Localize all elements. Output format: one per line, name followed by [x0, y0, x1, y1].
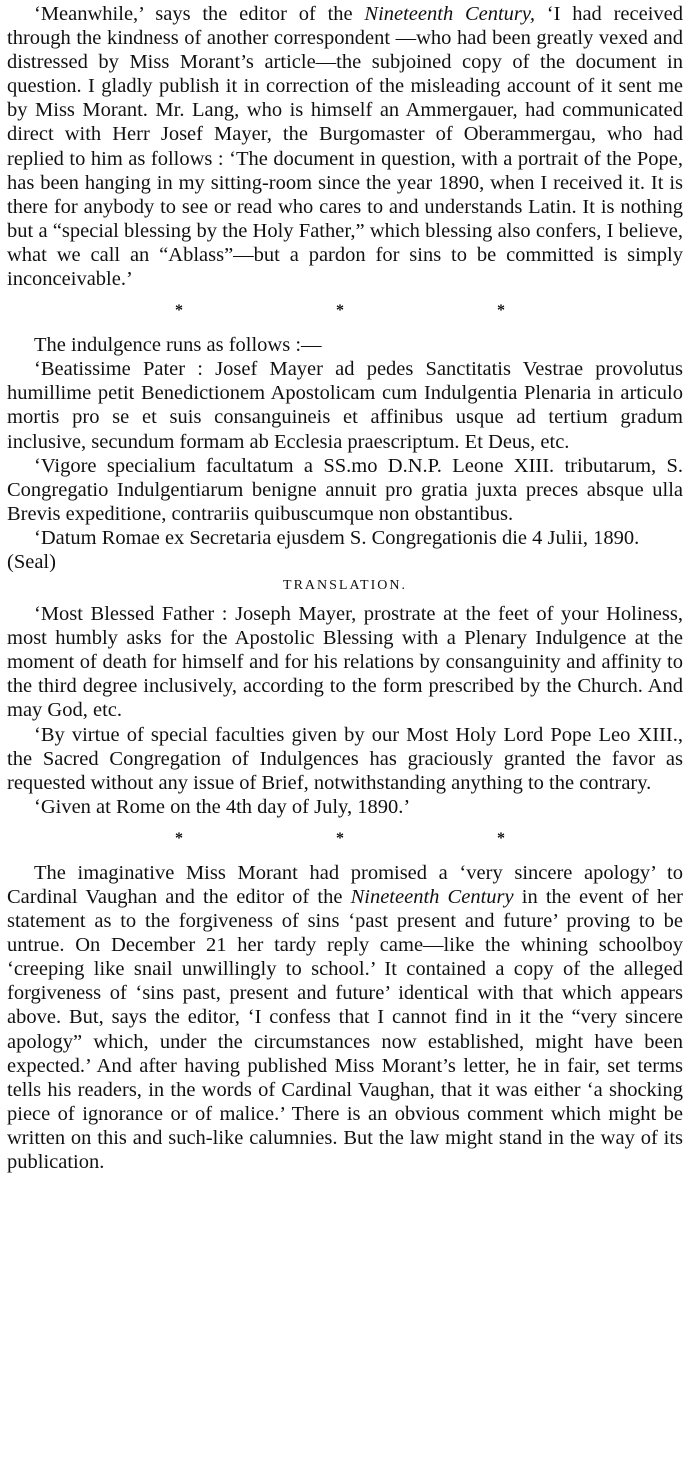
latin-grant: ‘Vigore specialium facultatum a SS.mo D.N.P. Leone XIII. tributarum, S. Congregatio Indulgentiarum benigne annuit pro gratia juxta preces absque ulla Brevis expeditione, contrariis quibuscumque non obstantibus. — [7, 454, 683, 525]
translation-date: ‘Given at Rome on the 4th day of July, 1890.’ — [34, 795, 411, 818]
separator-star: * — [175, 829, 183, 847]
seal-label: (Seal) — [7, 550, 56, 573]
section-separator — [175, 301, 505, 321]
section-separator — [175, 829, 505, 849]
translation-heading: TRANSLATION. — [283, 578, 407, 594]
paragraph-editor-quote — [7, 2, 683, 291]
separator-star: * — [497, 302, 505, 320]
paragraph-closing — [7, 861, 683, 1174]
paragraph-closing-body: in the event of her statement as to the forgiveness of sins ‘past present and future’ proving to be untrue. On December 21 her tardy reply came—like the whining schoolboy ‘creeping like snail unwillingly to school.’ It contained a copy of the alleged forgiveness of ‘sins past, present and future’ identical with that which appears above. But, says the editor, ‘I confess that I cannot find in it the “very sincere apology” which, under the circumstances now established, might have been expected.’ And after having published Miss Morant’s letter, he in fair, set terms tells his readers, in the words of Cardinal Vaughan, that it was either ‘a shocking piece of ignorance or of malice.’ There is an obvious comment which might be written on this and such-like calumnies. But the law might stand in the way of its publication. — [7, 886, 684, 1174]
latin-petition: ‘Beatissime Pater : Josef Mayer ad pedes Sanctitatis Vestrae provolutus humillime petit Benedictionem Apostolicam cum Indulgentia Plenaria in articulo mortis pro se et suis consanguineis et affinibus usque ad tertium gradum inclusive, secundum formam ab Ecclesia praescriptum. Et Deus, etc. — [7, 358, 683, 453]
publication-title: Nineteenth Century — [350, 886, 514, 908]
separator-star: * — [175, 302, 183, 320]
indulgence-intro: The indulgence runs as follows :— — [34, 334, 322, 357]
separator-star: * — [336, 302, 344, 320]
publication-title: Nineteenth Century, — [364, 3, 536, 25]
paragraph-editor-quote-body: ‘I had received through the kindness of another correspondent —who had been greatly vexed and distressed by Miss Morant’s article—the subjoined copy of the document in question. I gladly publish it in correction of the misleading account of it sent me by Miss Morant. Mr. Lang, who is himself an Ammergauer, had communicated direct with Herr Josef Mayer, the Burgomaster of Oberammergau, who had replied to him as follows : ‘The document in question, with a portrait of the Pope, has been hanging in my sitting-room since the year 1890, when I received it. It is there for anybody to see or read who cares to and understands Latin. It is nothing but a “special blessing by the Holy Father,” which blessing also confers, I believe, what we call an “Ablass”—but a pardon for sins to be committed is simply inconceivable.’ — [7, 3, 683, 291]
latin-date: ‘Datum Romae ex Secretaria ejusdem S. Congregationis die 4 Julii, 1890. — [34, 526, 640, 549]
separator-star: * — [336, 829, 344, 847]
paragraph-editor-quote-lead: ‘Meanwhile,’ says the editor of the — [34, 3, 365, 25]
translation-grant: ‘By virtue of special faculties given by our Most Holy Lord Pope Leo XIII., the Sacred Congregation of Indulgences has graciously granted the favor as requested without any issue of Brief, notwithstanding anything to the contrary. — [7, 723, 683, 794]
translation-petition: ‘Most Blessed Father : Joseph Mayer, prostrate at the feet of your Holiness, most humbly asks for the Apostolic Blessing with a Plenary Indulgence at the moment of death for himself and for his relations by consanguinity and affinity to the third degree inclusively, according to the form prescribed by the Church. And may God, etc. — [7, 603, 683, 722]
paragraph-closing-lead: The imaginative Miss Morant had promised a ‘very sincere apology’ to Cardinal Vaughan and the editor of the — [7, 861, 683, 908]
separator-star: * — [497, 829, 505, 847]
